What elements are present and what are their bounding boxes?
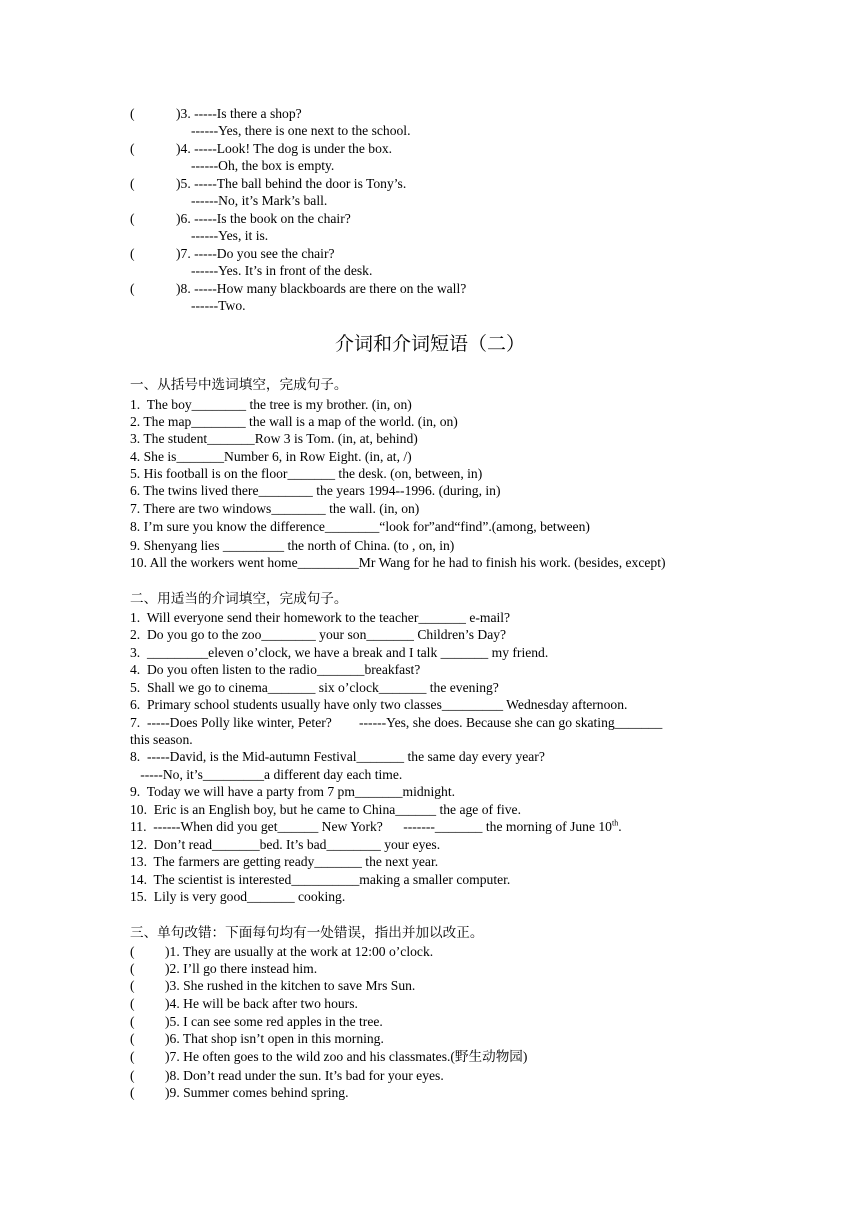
exercise-line: 13. The farmers are getting ready_______ the next year.: [130, 854, 439, 869]
answer-paren: (: [130, 1049, 135, 1064]
exercise-text: 11. ------When did you get______ New York? -------_______ the morning of June 10: [130, 819, 612, 834]
exercise-line: 7. -----Does Polly like winter, Peter? ------Yes, she does. Because she can go skating_______: [130, 715, 663, 730]
exercise-line: 5. His football is on the floor_______ the desk. (on, between, in): [130, 466, 483, 481]
answer-line: ------Yes, there is one next to the school.: [191, 123, 411, 138]
answer-paren: (: [130, 961, 135, 976]
exercise-line: 7. There are two windows________ the wall. (in, on): [130, 501, 420, 516]
exercise-line: 9. Shenyang lies _________ the north of China. (to , on, in): [130, 538, 455, 553]
answer-paren: (: [130, 944, 135, 959]
exercise-line: -----No, it’s_________a different day each time.: [130, 767, 403, 782]
exercise-line: 8. I’m sure you know the difference________“look for”and“find”.(among, between): [130, 519, 590, 534]
ordinal-suffix: th: [611, 818, 619, 828]
answer-paren: (: [130, 176, 135, 191]
error-sentence: )6. That shop isn’t open in this morning.: [165, 1031, 384, 1046]
exercise-line: 6. The twins lived there________ the years 1994--1996. (during, in): [130, 483, 501, 498]
answer-paren: (: [130, 1031, 135, 1046]
exercise-line: 4. Do you often listen to the radio_______breakfast?: [130, 662, 421, 677]
exercise-line: this season.: [130, 732, 193, 747]
exercise-line: 6. Primary school students usually have only two classes_________ Wednesday afternoon.: [130, 697, 628, 712]
question-line: )7. -----Do you see the chair?: [176, 246, 335, 261]
answer-paren: (: [130, 281, 135, 296]
section-heading: 二、用适当的介词填空，完成句子。: [130, 591, 348, 606]
error-sentence: )1. They are usually at the work at 12:00 o’clock.: [165, 944, 434, 959]
answer-paren: (: [130, 1085, 135, 1100]
question-line: )5. -----The ball behind the door is Tony’s.: [176, 176, 407, 191]
error-sentence: )5. I can see some red apples in the tree.: [165, 1014, 383, 1029]
answer-paren: (: [130, 211, 135, 226]
exercise-line: 5. Shall we go to cinema_______ six o’clock_______ the evening?: [130, 680, 499, 695]
answer-line: ------No, it’s Mark’s ball.: [191, 193, 328, 208]
question-line: )6. -----Is the book on the chair?: [176, 211, 351, 226]
exercise-line: 9. Today we will have a party from 7 pm_______midnight.: [130, 784, 455, 799]
answer-paren: (: [130, 996, 135, 1011]
exercise-line-with-sup: [130, 818, 622, 835]
exercise-line: 14. The scientist is interested__________making a smaller computer.: [130, 872, 511, 887]
exercise-line: 1. The boy________ the tree is my brother. (in, on): [130, 397, 412, 412]
exercise-line: 10. All the workers went home_________Mr Wang for he had to finish his work. (besides, except): [130, 555, 666, 570]
error-sentence: )7. He often goes to the wild zoo and his classmates.(野生动物园): [165, 1049, 528, 1064]
exercise-line: 4. She is_______Number 6, in Row Eight. (in, at, /): [130, 449, 412, 464]
answer-paren: (: [130, 106, 135, 121]
question-line: )4. -----Look! The dog is under the box.: [176, 141, 393, 156]
sentence-end: .: [618, 819, 622, 834]
answer-paren: (: [130, 1014, 135, 1029]
error-sentence: )2. I’ll go there instead him.: [165, 961, 318, 976]
answer-line: ------Yes. It’s in front of the desk.: [191, 263, 373, 278]
error-sentence: )9. Summer comes behind spring.: [165, 1085, 349, 1100]
answer-paren: (: [130, 246, 135, 261]
exercise-line: 8. -----David, is the Mid-autumn Festival_______ the same day every year?: [130, 749, 545, 764]
error-sentence: )3. She rushed in the kitchen to save Mrs Sun.: [165, 978, 416, 993]
exercise-line: 2. Do you go to the zoo________ your son_______ Children’s Day?: [130, 627, 507, 642]
exercise-line: 10. Eric is an English boy, but he came to China______ the age of five.: [130, 802, 521, 817]
error-sentence: )4. He will be back after two hours.: [165, 996, 358, 1011]
section-heading: 三、单句改错：下面每句均有一处错误，指出并加以改正。: [130, 925, 484, 940]
section-heading: 一、从括号中选词填空，完成句子。: [130, 377, 348, 392]
section-title: 介词和介词短语（二）: [334, 334, 525, 355]
answer-line: ------Oh, the box is empty.: [191, 158, 335, 173]
answer-paren: (: [130, 1068, 135, 1083]
question-line: )8. -----How many blackboards are there on the wall?: [176, 281, 467, 296]
answer-paren: (: [130, 141, 135, 156]
question-line: )3. -----Is there a shop?: [176, 106, 302, 121]
exercise-line: 3. The student_______Row 3 is Tom. (in, at, behind): [130, 431, 418, 446]
answer-line: ------Yes, it is.: [191, 228, 269, 243]
exercise-line: 3. _________eleven o’clock, we have a break and I talk _______ my friend.: [130, 645, 549, 660]
exercise-line: 12. Don’t read_______bed. It’s bad________ your eyes.: [130, 837, 441, 852]
answer-line: ------Two.: [191, 298, 246, 313]
exercise-line: 1. Will everyone send their homework to the teacher_______ e-mail?: [130, 610, 511, 625]
answer-paren: (: [130, 978, 135, 993]
exercise-line: 15. Lily is very good_______ cooking.: [130, 889, 346, 904]
exercise-line: 2. The map________ the wall is a map of the world. (in, on): [130, 414, 458, 429]
error-sentence: )8. Don’t read under the sun. It’s bad for your eyes.: [165, 1068, 444, 1083]
